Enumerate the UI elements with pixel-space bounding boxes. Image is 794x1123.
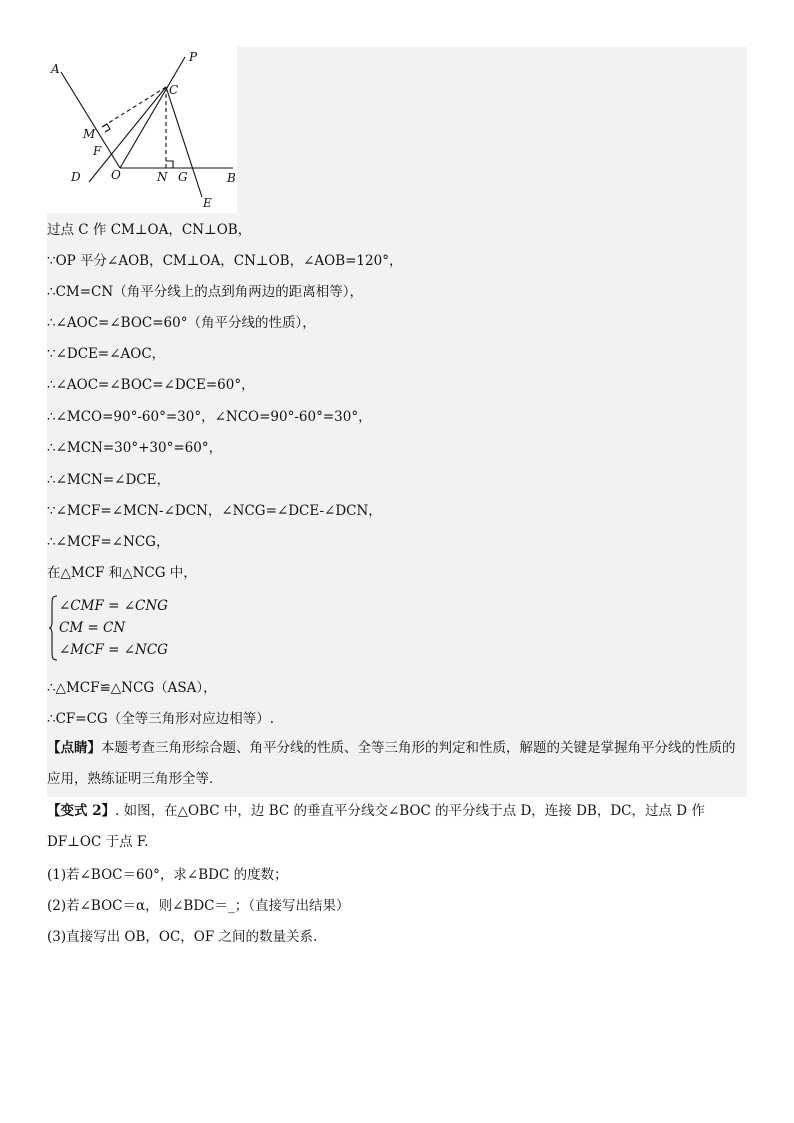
equation-system (47, 595, 247, 663)
solution-line: ∵OP 平分∠AOB，CM⊥OA，CN⊥OB，∠AOB=120°， (47, 253, 403, 269)
conclusion-line: ∴△MCF≌△NCG（ASA）， (47, 680, 217, 696)
label-e: E (203, 196, 212, 210)
comment-text: 本题考查三角形综合题、角平分线的性质、全等三角形的判定和性质，解题的关键是掌握角平分线的性质的应用，熟练证明三角形全等． (47, 740, 736, 787)
label-m: M (83, 127, 96, 141)
question-line: (1)若∠BOC＝60°，求∠BDC 的度数； (47, 867, 288, 883)
right-angle-m (102, 124, 110, 132)
geometry-figure (47, 47, 237, 213)
ray-oa (61, 72, 120, 168)
problem-tag: 【变式 2】 (47, 803, 116, 819)
solution-line: ∴∠AOC=∠BOC=60°（角平分线的性质）， (47, 315, 316, 331)
system-line: CM = CN (59, 620, 126, 636)
solution-line: ∴∠MCN=∠DCE， (47, 472, 170, 488)
solution-line: ∴∠AOC=∠BOC=∠DCE=60°， (47, 377, 255, 393)
question-line: (3)直接写出 OB，OC，OF 之间的数量关系. (47, 929, 318, 945)
segment-cm (102, 87, 166, 127)
comment-tag: 【点睛】 (47, 740, 101, 756)
solution-line: 过点 C 作 CM⊥OA，CN⊥OB， (47, 222, 252, 238)
label-d: D (71, 170, 81, 184)
label-b: B (227, 171, 236, 185)
label-n: N (157, 170, 168, 184)
label-g: G (178, 170, 188, 184)
solution-line: ∵∠MCF=∠MCN-∠DCN，∠NCG=∠DCE-∠DCN， (47, 503, 382, 519)
figure-svg (47, 47, 237, 213)
system-line: ∠MCF = ∠NCG (59, 642, 168, 658)
ray-op (120, 57, 185, 168)
label-f: F (93, 144, 102, 158)
label-p: P (189, 50, 198, 64)
conclusion-line: ∴CF=CG（全等三角形对应边相等）. (47, 711, 275, 727)
comment-paragraph (47, 733, 747, 795)
right-angle-n (166, 161, 173, 168)
label-c: C (169, 83, 179, 97)
label-o: O (111, 168, 121, 182)
label-a: A (51, 62, 60, 76)
solution-line: ∴CM=CN（角平分线上的点到角两边的距离相等）， (47, 284, 363, 300)
solution-line: ∴∠MCO=90°-60°=30°，∠NCO=90°-60°=30°， (47, 409, 372, 425)
solution-line: ∴∠MCN=30°+30°=60°， (47, 440, 223, 456)
solution-line: ∴∠MCF=∠NCG， (47, 534, 170, 550)
problem-text: . 如图，在△OBC 中，边 BC 的垂直平分线交∠BOC 的平分线于点 D，连接 DB，DC，过点 D 作 DF⊥OC 于点 F. (47, 803, 705, 850)
solution-line: 在△MCF 和△NCG 中， (47, 565, 197, 581)
left-brace-icon (48, 595, 58, 661)
problem-paragraph (47, 796, 747, 858)
question-line: (2)若∠BOC＝α，则∠BDC＝_；（直接写出结果） (47, 898, 350, 914)
solution-line: ∵∠DCE=∠AOC， (47, 346, 166, 362)
system-line: ∠CMF = ∠CNG (59, 598, 168, 614)
